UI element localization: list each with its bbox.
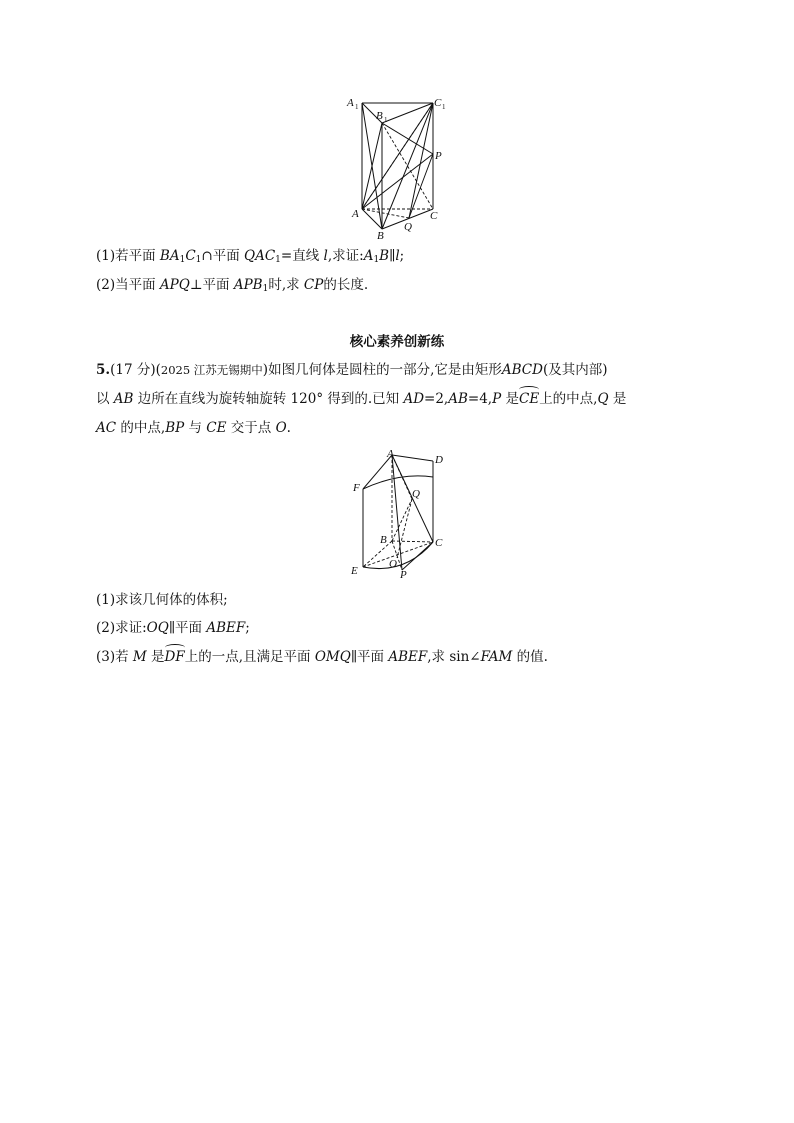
label-P: P (400, 569, 407, 581)
label-A: A (352, 208, 359, 220)
label-D: D (435, 454, 443, 466)
q5-part3: (3)若 M 是DF上的一点,且满足平面 OMQ∥平面 ABEF,求 sin∠FAM 的值. (96, 649, 548, 665)
label-F: F (353, 482, 360, 494)
label-C: C (430, 210, 438, 222)
label-Q: Q (412, 488, 420, 500)
q5-part1: (1)求该几何体的体积; (96, 592, 228, 608)
label-C: C (435, 537, 443, 549)
label-E: E (351, 565, 358, 577)
label-P: P (435, 150, 442, 162)
q5-line2: 以 AB 边所在直线为旋转轴旋转 120° 得到的.已知 AD=2,AB=4,P 是CE上的中点,Q 是 (96, 391, 627, 407)
svg-text:1: 1 (355, 103, 359, 111)
q5-part2: (2)求证:OQ∥平面 ABEF; (96, 620, 250, 636)
label-B: B (377, 230, 384, 242)
label-Q: Q (404, 221, 412, 233)
q4-part2: (2)当平面 APQ⊥平面 $APB_1$时,求 CP的长度. (96, 277, 369, 294)
label-A: A (387, 448, 394, 460)
q5-line1: 5.(17 分)(2025 江苏无锡期中)如图几何体是圆柱的一部分,它是由矩形ABCD(及其内部) (96, 362, 608, 378)
label-O: O (389, 558, 397, 570)
section-title: 核心素养创新练 (349, 334, 445, 350)
label-C1: C (434, 97, 442, 109)
prism-diagram (340, 92, 460, 242)
svg-text:1: 1 (384, 116, 388, 124)
arc-CE: CE (519, 391, 540, 407)
label-B1: B (376, 110, 383, 122)
q5-line3: AC 的中点,BP 与 CE 交于点 O. (96, 420, 291, 436)
prism-figure (340, 92, 460, 242)
arc-DF: DF (164, 649, 185, 665)
label-B: B (380, 534, 387, 546)
label-A1: A (347, 97, 354, 109)
cylinder-diagram (345, 447, 455, 582)
cylinder-figure (345, 447, 455, 582)
q4-part1: (1)若平面 $BA_1C_1\cap$平面 $QAC_1=$直线 l,求证$:A_1B\parallel l$; (96, 248, 405, 265)
svg-text:1: 1 (442, 103, 446, 111)
